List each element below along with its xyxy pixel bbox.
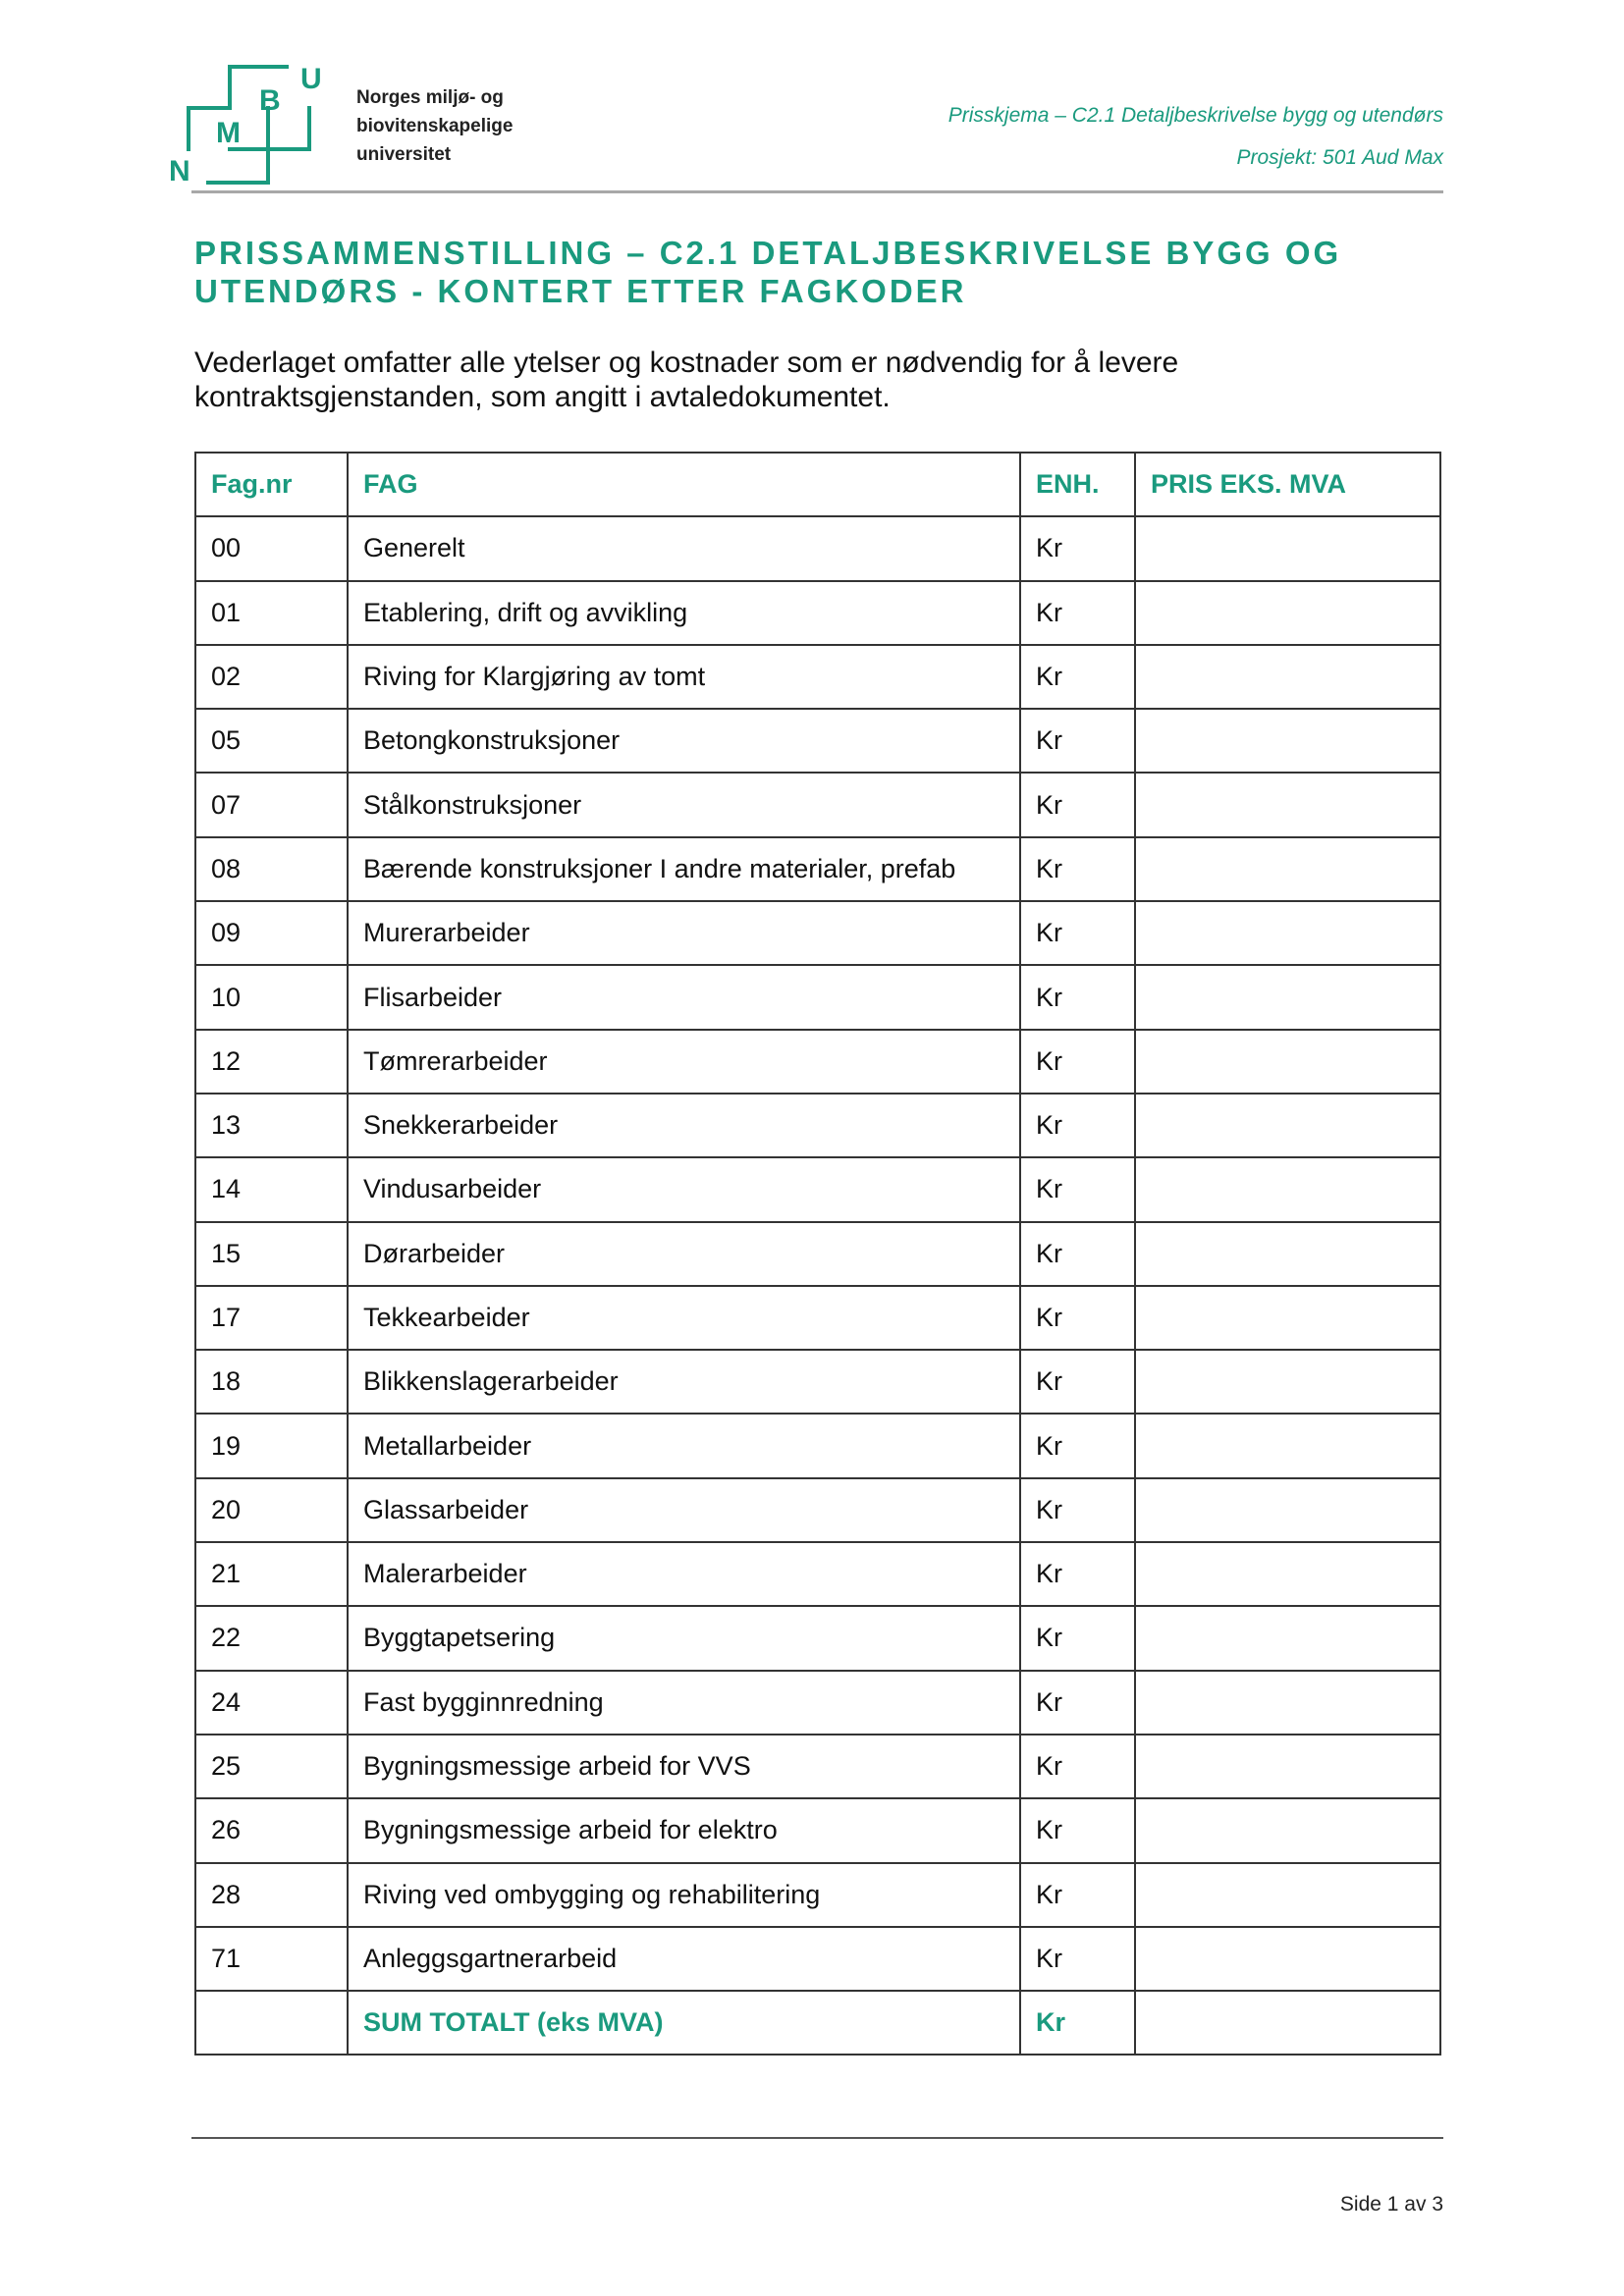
page-title-line: UTENDØRS - KONTERT ETTER FAGKODER — [194, 273, 967, 309]
cell-fagnr: 25 — [195, 1735, 348, 1798]
cell-pris-input[interactable] — [1135, 773, 1440, 836]
cell-fagnr: 21 — [195, 1542, 348, 1606]
table-row — [195, 1735, 1440, 1798]
table-row — [195, 1157, 1440, 1221]
cell-pris-input[interactable] — [1135, 1735, 1440, 1798]
cell-fag: Byggtapetsering — [348, 1606, 1020, 1670]
cell-enh: Kr — [1020, 837, 1135, 901]
cell-enh: Kr — [1020, 1542, 1135, 1606]
cell-fag: Metallarbeider — [348, 1414, 1020, 1477]
cell-fag: Generelt — [348, 516, 1020, 580]
cell-fagnr: 24 — [195, 1671, 348, 1735]
cell-fag: Bærende konstruksjoner I andre materialer, prefab — [348, 837, 1020, 901]
cell-fag: Bygningsmessige arbeid for elektro — [348, 1798, 1020, 1862]
page-number: Side 1 av 3 — [1339, 2193, 1443, 2216]
table-row — [195, 1798, 1440, 1862]
cell-fag: Malerarbeider — [348, 1542, 1020, 1606]
cell-fag: Betongkonstruksjoner — [348, 709, 1020, 773]
column-header-fag: FAG — [348, 453, 1020, 516]
cell-enh: Kr — [1020, 1606, 1135, 1670]
cell-enh: Kr — [1020, 1030, 1135, 1094]
cell-fagnr: 08 — [195, 837, 348, 901]
cell-fag: Dørarbeider — [348, 1222, 1020, 1286]
cell-fagnr: 15 — [195, 1222, 348, 1286]
page-title — [194, 234, 1451, 310]
university-name-line: Norges miljø- og — [356, 87, 504, 108]
cell-enh: Kr — [1020, 1863, 1135, 1927]
cell-pris-input[interactable] — [1135, 1478, 1440, 1542]
cell-fagnr: 71 — [195, 1927, 348, 1991]
logo-letter-b: B — [259, 84, 281, 117]
cell-enh: Kr — [1020, 645, 1135, 709]
cell-enh: Kr — [1020, 1414, 1135, 1477]
cell-pris-input[interactable] — [1135, 516, 1440, 580]
cell-fag: Riving for Klargjøring av tomt — [348, 645, 1020, 709]
logo-letter-n: N — [169, 155, 190, 187]
table-header-row — [195, 453, 1440, 516]
cell-fag: Riving ved ombygging og rehabilitering — [348, 1863, 1020, 1927]
cell-fag: Bygningsmessige arbeid for VVS — [348, 1735, 1020, 1798]
table-row — [195, 1927, 1440, 1991]
cell-fag: Tømrerarbeider — [348, 1030, 1020, 1094]
cell-enh: Kr — [1020, 1478, 1135, 1542]
cell-fagnr: 00 — [195, 516, 348, 580]
intro-line: kontraktsgjenstanden, som angitt i avtaledokumentet. — [194, 381, 891, 413]
cell-fagnr: 18 — [195, 1350, 348, 1414]
table-row — [195, 1030, 1440, 1094]
table-row — [195, 1542, 1440, 1606]
document-header — [948, 94, 1443, 179]
cell-enh: Kr — [1020, 901, 1135, 965]
table-row — [195, 773, 1440, 836]
column-header-pris: PRIS EKS. MVA — [1135, 453, 1440, 516]
table-row — [195, 709, 1440, 773]
cell-pris-input[interactable] — [1135, 1606, 1440, 1670]
university-name-line: universitet — [356, 144, 452, 165]
cell-pris-input[interactable] — [1135, 1671, 1440, 1735]
table-row — [195, 1606, 1440, 1670]
cell-enh: Kr — [1020, 1157, 1135, 1221]
table-row — [195, 1414, 1440, 1477]
cell-enh: Kr — [1020, 773, 1135, 836]
cell-fagnr: 22 — [195, 1606, 348, 1670]
table-row — [195, 901, 1440, 965]
cell-fag: Glassarbeider — [348, 1478, 1020, 1542]
table-row — [195, 1350, 1440, 1414]
cell-fagnr: 13 — [195, 1094, 348, 1157]
table-row — [195, 837, 1440, 901]
cell-pris-input[interactable] — [1135, 1798, 1440, 1862]
cell-pris-input[interactable] — [1135, 1030, 1440, 1094]
cell-fag: Flisarbeider — [348, 965, 1020, 1029]
cell-enh: Kr — [1020, 709, 1135, 773]
table-row — [195, 1094, 1440, 1157]
cell-fagnr: 10 — [195, 965, 348, 1029]
logo-letter-u: U — [300, 65, 322, 95]
sum-row — [195, 1991, 1440, 2055]
logo-letter-m: M — [216, 117, 241, 149]
cell-fag: Murerarbeider — [348, 901, 1020, 965]
cell-fagnr: 20 — [195, 1478, 348, 1542]
cell-enh: Kr — [1020, 1222, 1135, 1286]
cell-fag: Etablering, drift og avvikling — [348, 581, 1020, 645]
nmbu-logo-icon — [169, 65, 331, 187]
column-header-fagnr: Fag.nr — [195, 453, 348, 516]
table-row — [195, 1222, 1440, 1286]
cell-enh: Kr — [1020, 965, 1135, 1029]
cell-pris-input[interactable] — [1135, 1350, 1440, 1414]
cell-enh: Kr — [1020, 1671, 1135, 1735]
cell-fagnr: 14 — [195, 1157, 348, 1221]
cell-fagnr: 09 — [195, 901, 348, 965]
cell-fagnr: 26 — [195, 1798, 348, 1862]
cell-pris-input[interactable] — [1135, 1927, 1440, 1991]
cell-pris-input[interactable] — [1135, 965, 1440, 1029]
cell-fag: SUM TOTALT (eks MVA) — [348, 1991, 1020, 2055]
cell-enh: Kr — [1020, 1735, 1135, 1798]
cell-fag: Blikkenslagerarbeider — [348, 1350, 1020, 1414]
cell-pris-input[interactable] — [1135, 1542, 1440, 1606]
cell-enh: Kr — [1020, 1991, 1135, 2055]
cell-enh: Kr — [1020, 516, 1135, 580]
table-row — [195, 581, 1440, 645]
intro-line: Vederlaget omfatter alle ytelser og kostnader som er nødvendig for å levere — [194, 347, 1179, 379]
table-row — [195, 1671, 1440, 1735]
cell-fagnr: 28 — [195, 1863, 348, 1927]
cell-fagnr: 05 — [195, 709, 348, 773]
column-header-enh: ENH. — [1020, 453, 1135, 516]
cell-fagnr: 01 — [195, 581, 348, 645]
header-divider — [191, 190, 1443, 193]
cell-fag: Anleggsgartnerarbeid — [348, 1927, 1020, 1991]
table-row — [195, 965, 1440, 1029]
cell-fagnr: 02 — [195, 645, 348, 709]
footer-divider — [191, 2137, 1443, 2139]
document-header-project: Prosjekt: 501 Aud Max — [1236, 146, 1443, 169]
cell-fagnr: 12 — [195, 1030, 348, 1094]
cell-fagnr: 07 — [195, 773, 348, 836]
cell-pris-input[interactable] — [1135, 1863, 1440, 1927]
cell-fag: Fast bygginnredning — [348, 1671, 1020, 1735]
document-header-title: Prisskjema – C2.1 Detaljbeskrivelse bygg og utendørs — [947, 104, 1443, 127]
cell-pris-input[interactable] — [1135, 1094, 1440, 1157]
cell-pris-input[interactable] — [1135, 581, 1440, 645]
cell-pris-input[interactable] — [1135, 901, 1440, 965]
cell-pris-input[interactable] — [1135, 645, 1440, 709]
cell-fag: Stålkonstruksjoner — [348, 773, 1020, 836]
cell-pris-input[interactable] — [1135, 837, 1440, 901]
table-row — [195, 516, 1440, 580]
price-table — [194, 452, 1441, 2056]
cell-enh: Kr — [1020, 581, 1135, 645]
cell-pris-input[interactable] — [1135, 1414, 1440, 1477]
cell-pris-input[interactable] — [1135, 709, 1440, 773]
cell-fag: Vindusarbeider — [348, 1157, 1020, 1221]
cell-enh: Kr — [1020, 1798, 1135, 1862]
intro-paragraph — [194, 346, 1178, 414]
cell-fagnr — [195, 1991, 348, 2055]
cell-enh: Kr — [1020, 1350, 1135, 1414]
cell-fagnr: 19 — [195, 1414, 348, 1477]
table-row — [195, 1478, 1440, 1542]
cell-fag: Snekkerarbeider — [348, 1094, 1020, 1157]
cell-pris-input[interactable] — [1135, 1286, 1440, 1350]
cell-enh: Kr — [1020, 1094, 1135, 1157]
university-name-line: biovitenskapelige — [356, 116, 514, 136]
page-title-line: PRISSAMMENSTILLING – C2.1 DETALJBESKRIVELSE BYGG OG — [194, 235, 1342, 271]
table-row — [195, 1286, 1440, 1350]
cell-fagnr: 17 — [195, 1286, 348, 1350]
cell-fag: Tekkearbeider — [348, 1286, 1020, 1350]
table-row — [195, 1863, 1440, 1927]
university-name — [356, 83, 513, 169]
cell-pris-input[interactable] — [1135, 1222, 1440, 1286]
cell-enh: Kr — [1020, 1927, 1135, 1991]
table-body — [195, 516, 1440, 2055]
cell-pris-input[interactable] — [1135, 1157, 1440, 1221]
cell-enh: Kr — [1020, 1286, 1135, 1350]
table-row — [195, 645, 1440, 709]
cell-pris-input[interactable] — [1135, 1991, 1440, 2055]
